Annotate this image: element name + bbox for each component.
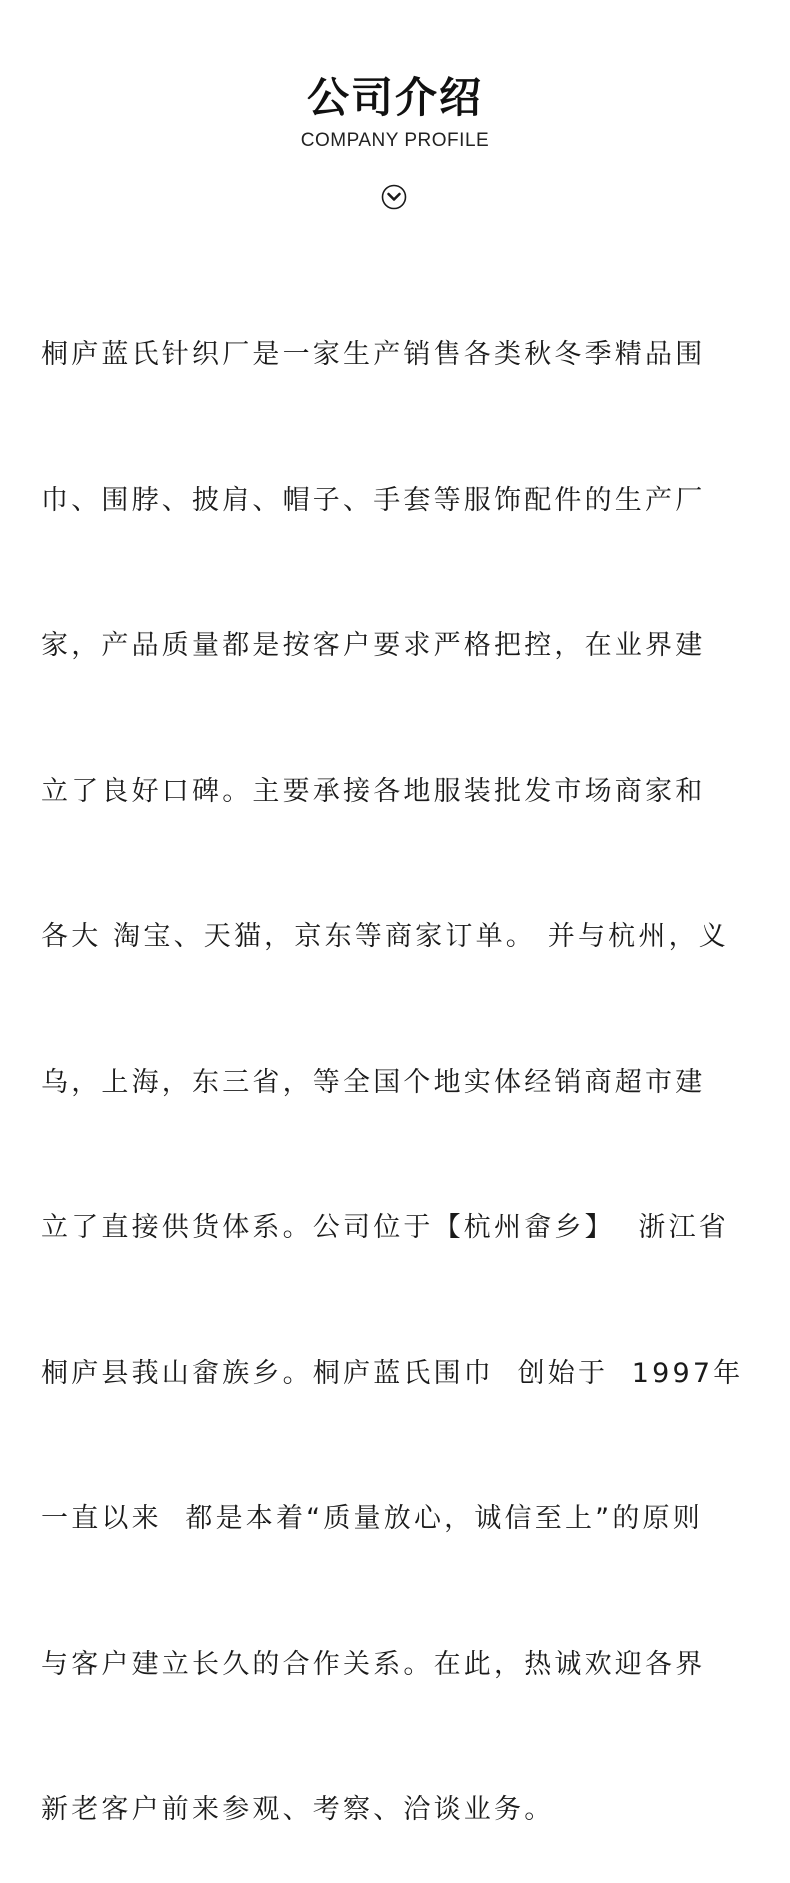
chevron-down-circle-icon	[381, 184, 407, 210]
profile-line: 与客户建立长久的合作关系。在此，热诚欢迎各界	[41, 1648, 706, 1680]
profile-line: 各大 淘宝、天猫，京东等商家订单。 并与杭州，义	[41, 921, 729, 952]
profile-line: 巾、围脖、披肩、帽子、手套等服饰配件的生产厂	[41, 484, 706, 516]
page-subtitle: COMPANY PROFILE	[300, 130, 490, 151]
profile-line: 立了良好口碑。主要承接各地服装批发市场商家和	[41, 775, 706, 807]
profile-line: 新老客户前来参观、考察、洽谈业务。	[41, 1794, 555, 1825]
profile-line: 家，产品质量都是按客户要求严格把控，在业界建	[41, 630, 706, 661]
profile-line: 乌，上海，东三省，等全国个地实体经销商超市建	[41, 1066, 706, 1098]
profile-line: 一直以来 都是本着“质量放心，诚信至上”的原则	[41, 1503, 703, 1534]
profile-line: 立了直接供货体系。公司位于【杭州畲乡】 浙江省	[41, 1212, 729, 1243]
page-header	[0, 72, 790, 152]
page-title: 公司介绍	[306, 73, 483, 122]
profile-line: 桐庐蓝氏针织厂是一家生产销售各类秋冬季精品围	[41, 339, 706, 370]
company-profile-text	[41, 234, 759, 1883]
profile-line: 桐庐县莪山畲族乡。桐庐蓝氏围巾 创始于 1997年	[41, 1357, 744, 1389]
